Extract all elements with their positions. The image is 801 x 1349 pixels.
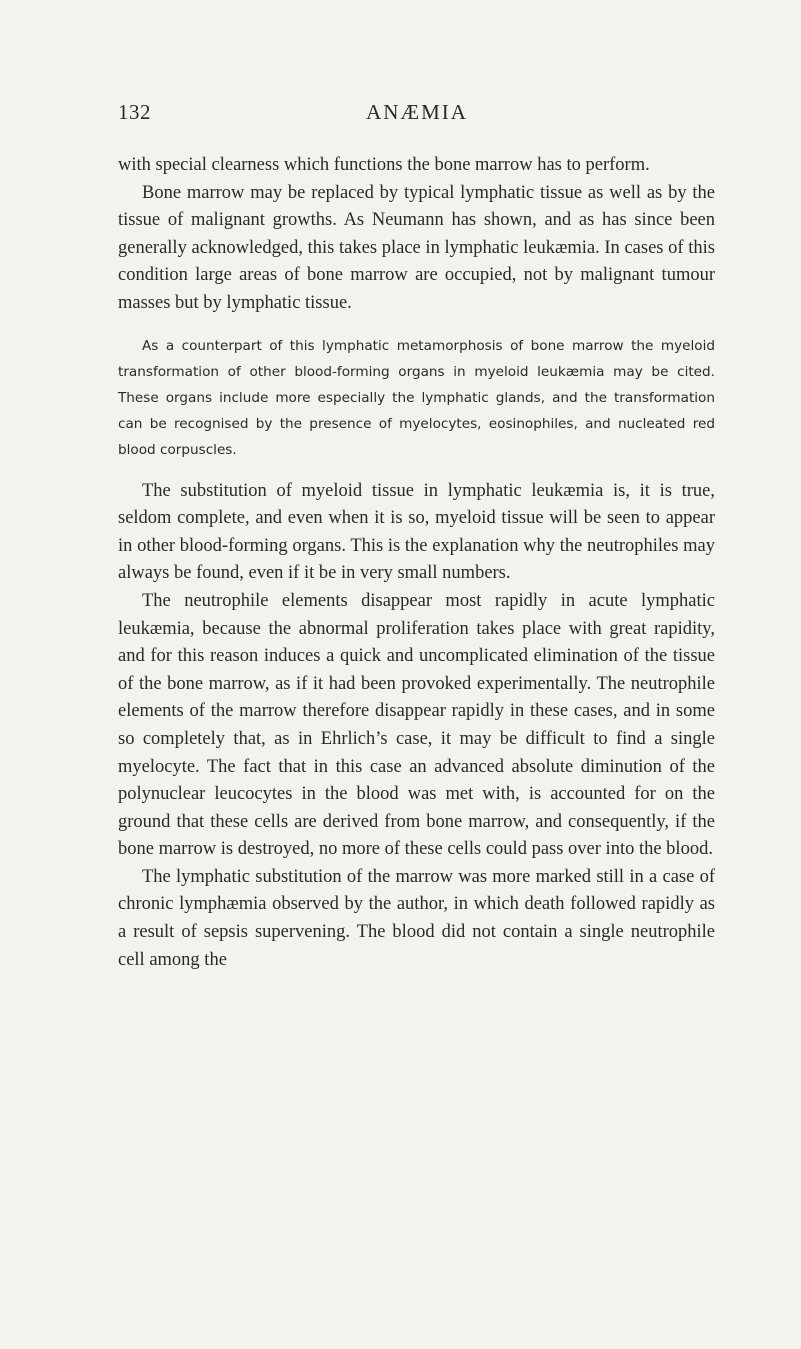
paragraph-neutrophile-disappearance: The neutrophile elements disappear most rapidly in acute lymphatic leukæmia, because the abnormal proliferation takes place with great rapidity, and for this reason induces a quick and uncomplicated elimination of the tissue of the bone marrow, as if it had been provoked experimentally. The neutrophile elements of the marrow therefore disappear rapidly in these cases, and in some so completely that, as in Ehrlich’s case, it may be difficult to find a single myelocyte. The fact that in this case an advanced absolute diminution of the polynuclear leucocytes in the blood was met with, is accounted for on the ground that these cells are derived from bone marrow, and consequently, if the bone marrow is destroyed, no more of these cells could pass over into the blood.	[118, 590, 715, 860]
page-header	[118, 100, 716, 130]
paragraph-lymphatic-substitution: The lymphatic substitution of the marrow was more marked still in a case of chronic lymphæmia observed by the author, in which death followed rapidly as a result of sepsis supervening. The blood did not contain a single neutrophile cell among the	[118, 866, 715, 970]
paragraph-continuation: with special clearness which functions the bone marrow has to perform.	[118, 155, 650, 175]
paragraph-myeloid-counterpart: As a counterpart of this lymphatic metamorphosis of bone marrow the myeloid transformation of other blood-forming organs in myeloid leukæmia may be cited. These organs include more especially the lymphatic glands, and the transformation can be recognised by the presence of myelocytes, eosinophiles, and nucleated red blood corpuscles.	[118, 337, 715, 458]
body-text	[118, 152, 715, 974]
paragraph-bone-marrow-replacement: Bone marrow may be replaced by typical lymphatic tissue as well as by the tissue of malignant growths. As Neumann has shown, and as has since been generally acknowledged, this takes place in lymphatic leukæmia. In cases of this condition large areas of bone marrow are occupied, not by malignant tumour masses but by lymphatic tissue.	[118, 182, 715, 313]
running-title: ANÆMIA	[366, 100, 468, 124]
small-print-block	[118, 333, 715, 463]
page-number: 132	[118, 100, 151, 124]
paragraph-myeloid-substitution: The substitution of myeloid tissue in lymphatic leukæmia is, it is true, seldom complete, and even when it is so, myeloid tissue will be seen to appear in other blood-forming organs. This is the explanation why the neutrophiles may always be found, even if it be in very small numbers.	[118, 480, 715, 584]
